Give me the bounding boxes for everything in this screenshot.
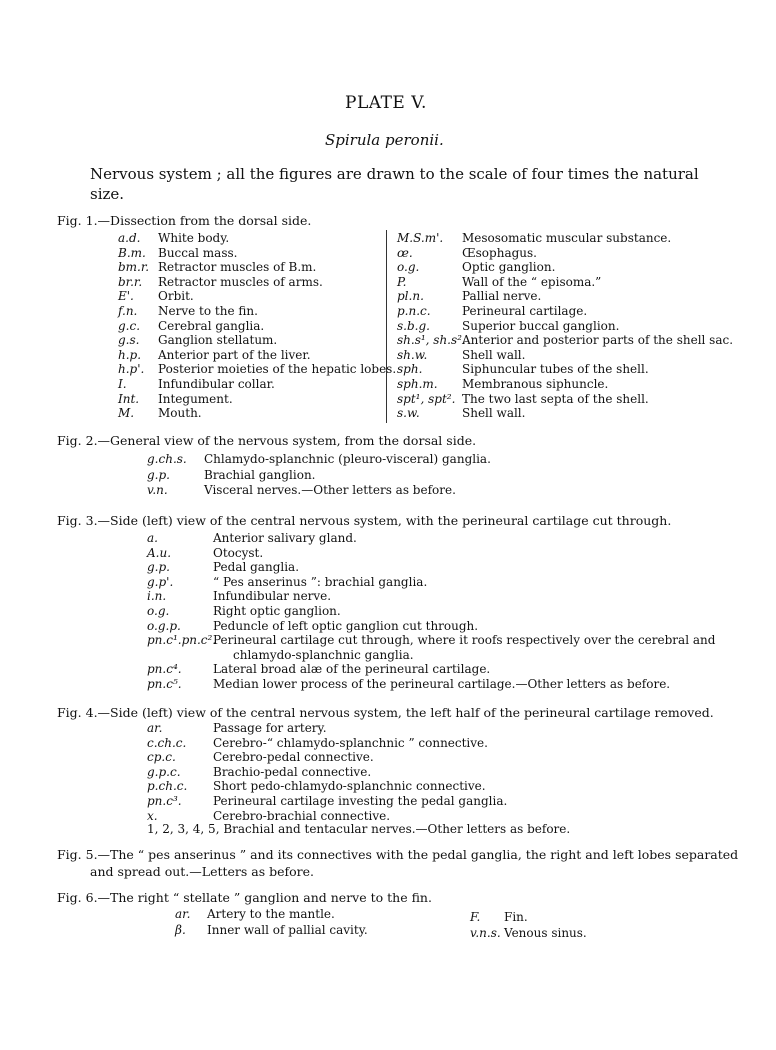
intro-line-2: size. [90, 185, 125, 203]
legend-description: Infundibular nerve. [213, 589, 332, 604]
legend-description: Visceral nerves.—Other letters as before. [204, 483, 456, 497]
fig5-line-2: and spread out.—Letters as before. [90, 864, 315, 879]
legend-abbr: ar. [147, 721, 163, 735]
legend-description: Lateral broad alæ of the perineural cartilage. [213, 662, 491, 677]
legend-abbr: a. [147, 531, 158, 545]
legend-abbr: bm.r. [118, 260, 150, 275]
legend-abbr: P. [397, 274, 407, 289]
legend-abbr: g.p.c. [147, 764, 181, 779]
legend-description: The two last septa of the shell. [462, 391, 649, 406]
legend-abbr: s.w. [397, 406, 420, 421]
legend-abbr: sh.w. [397, 347, 428, 362]
legend-description: Buccal mass. [158, 245, 238, 260]
legend-description: Pedal ganglia. [213, 560, 300, 575]
legend-description: Perineural cartilage cut through, where it roofs respectively over the cerebral and [213, 633, 716, 648]
legend-abbr: o.g.p. [147, 618, 181, 633]
legend-abbr: v.n. [147, 483, 168, 497]
legend-description: Integument. [158, 391, 233, 406]
legend-description: Shell wall. [462, 347, 526, 362]
legend-description: Perineural cartilage. [462, 304, 588, 318]
legend-description: Ganglion stellatum. [158, 333, 278, 348]
legend-abbr: a.d. [118, 231, 141, 245]
legend-description: Posterior moieties of the hepatic lobes. [158, 362, 397, 377]
fig2-heading: Fig. 2.—General view of the nervous system, from the dorsal side. [57, 433, 477, 448]
legend-abbr: c.ch.c. [147, 735, 187, 750]
legend-abbr: x. [147, 808, 158, 823]
fig5-line-1: Fig. 5.—The “ pes anserinus ” and its connectives with the pedal ganglia, the right and left lobes separated [57, 847, 739, 862]
legend-description: White body. [158, 231, 230, 245]
legend-description: Œsophagus. [462, 245, 537, 260]
legend-description: Pallial nerve. [462, 289, 542, 304]
legend-description: Artery to the mantle. [207, 907, 335, 921]
legend-abbr: f.n. [118, 304, 138, 318]
legend-description: “ Pes anserinus ”: brachial ganglia. [213, 574, 428, 589]
legend-abbr: p.n.c. [397, 304, 431, 318]
legend-abbr: F. [470, 910, 481, 924]
legend-abbr: g.p. [147, 560, 170, 575]
legend-description: Cerebro-“ chlamydo-splanchnic ” connective. [213, 735, 488, 750]
legend-description: Mouth. [158, 406, 202, 421]
legend-abbr: br.r. [118, 274, 143, 289]
legend-abbr: M. [118, 406, 135, 421]
legend-abbr: h.p. [118, 347, 142, 362]
legend-abbr: ar. [175, 907, 191, 921]
legend-abbr: pn.c¹.pn.c². [147, 633, 217, 648]
legend-description: Passage for artery. [213, 721, 327, 735]
species-name: Spirula peronii. [325, 131, 444, 149]
fig1-column-divider [386, 230, 387, 423]
legend-abbr: pn.c⁴. [147, 662, 182, 677]
intro-line-1: Nervous system ; all the figures are drawn to the scale of four times the natural [90, 165, 699, 183]
legend-abbr: o.g. [147, 604, 170, 618]
fig6-heading: Fig. 6.—The right “ stellate ” ganglion and nerve to the fin. [57, 890, 432, 905]
fig1-heading: Fig. 1.—Dissection from the dorsal side. [57, 213, 312, 228]
legend-abbr: g.c. [118, 318, 141, 333]
legend-description: Median lower process of the perineural cartilage.—Other letters as before. [213, 677, 671, 691]
legend-description: Otocyst. [213, 545, 264, 560]
legend-abbr: E'. [118, 289, 134, 304]
legend-abbr: g.ch.s. [147, 452, 187, 466]
legend-description: Brachio-pedal connective. [213, 764, 372, 779]
legend-description-continued: chlamydo-splanchnic ganglia. [233, 647, 414, 662]
legend-description: Venous sinus. [504, 925, 587, 940]
legend-description: Membranous siphuncle. [462, 377, 609, 391]
legend-abbr: sph.m. [397, 377, 438, 391]
legend-abbr: g.s. [118, 333, 140, 348]
legend-abbr: p.ch.c. [147, 779, 188, 794]
legend-description: Chlamydo-splanchnic (pleuro-visceral) ganglia. [204, 452, 491, 466]
legend-description: Shell wall. [462, 406, 526, 421]
legend-abbr: s.b.g. [397, 318, 430, 333]
legend-description: Nerve to the fin. [158, 304, 258, 318]
legend-abbr: œ. [397, 245, 413, 260]
legend-abbr: Int. [118, 391, 140, 406]
legend-abbr: B.m. [118, 245, 146, 260]
legend-description: Short pedo-chlamydo-splanchnic connective. [213, 779, 486, 794]
legend-abbr: sh.s¹, sh.s². [397, 333, 466, 348]
legend-abbr: A.u. [147, 545, 172, 560]
legend-abbr: spt¹, spt². [397, 391, 456, 406]
plate-title: PLATE V. [345, 93, 427, 113]
legend-abbr: M.S.m'. [397, 231, 444, 245]
legend-description: Anterior part of the liver. [158, 347, 311, 362]
legend-abbr: pn.c³. [147, 794, 182, 808]
legend-description: Retractor muscles of B.m. [158, 260, 317, 275]
legend-abbr: cp.c. [147, 750, 176, 765]
legend-abbr: β. [175, 922, 186, 937]
legend-description: Right optic ganglion. [213, 604, 341, 618]
fig3-heading: Fig. 3.—Side (left) view of the central nervous system, with the perineural cartilage cut through. [57, 513, 672, 528]
legend-abbr: pl.n. [397, 289, 424, 304]
legend-description: Mesosomatic muscular substance. [462, 231, 672, 245]
legend-description: Brachial ganglion. [204, 467, 316, 482]
fig4-heading: Fig. 4.—Side (left) view of the central nervous system, the left half of the perineural cartilage removed. [57, 705, 714, 720]
legend-abbr: g.p. [147, 467, 170, 482]
legend-description: Wall of the “ episoma.” [462, 274, 602, 289]
legend-description: Optic ganglion. [462, 260, 556, 275]
legend-description: Anterior salivary gland. [213, 531, 357, 545]
legend-description: Superior buccal ganglion. [462, 318, 620, 333]
legend-description: Peduncle of left optic ganglion cut through. [213, 618, 479, 633]
legend-abbr: o.g. [397, 260, 420, 275]
legend-abbr: g.p'. [147, 574, 174, 589]
legend-description: Fin. [504, 910, 528, 924]
legend-description: Cerebro-brachial connective. [213, 808, 391, 823]
legend-description: Cerebro-pedal connective. [213, 750, 374, 765]
legend-description: Perineural cartilage investing the pedal ganglia. [213, 794, 508, 808]
legend-abbr: h.p'. [118, 362, 145, 377]
legend-abbr: pn.c⁵. [147, 677, 182, 691]
legend-description: Anterior and posterior parts of the shell sac. [462, 333, 734, 348]
legend-abbr: sph. [397, 362, 423, 377]
legend-description: Inner wall of pallial cavity. [207, 922, 368, 937]
fig4-numbers-line: 1, 2, 3, 4, 5, Brachial and tentacular nerves.—Other letters as before. [147, 822, 571, 836]
legend-abbr: v.n.s. [470, 925, 501, 940]
legend-description: Orbit. [158, 289, 194, 304]
legend-abbr: i.n. [147, 589, 167, 604]
legend-description: Retractor muscles of arms. [158, 274, 323, 289]
legend-abbr: I. [118, 377, 127, 391]
legend-description: Infundibular collar. [158, 377, 275, 391]
legend-description: Siphuncular tubes of the shell. [462, 362, 649, 377]
legend-description: Cerebral ganglia. [158, 318, 265, 333]
